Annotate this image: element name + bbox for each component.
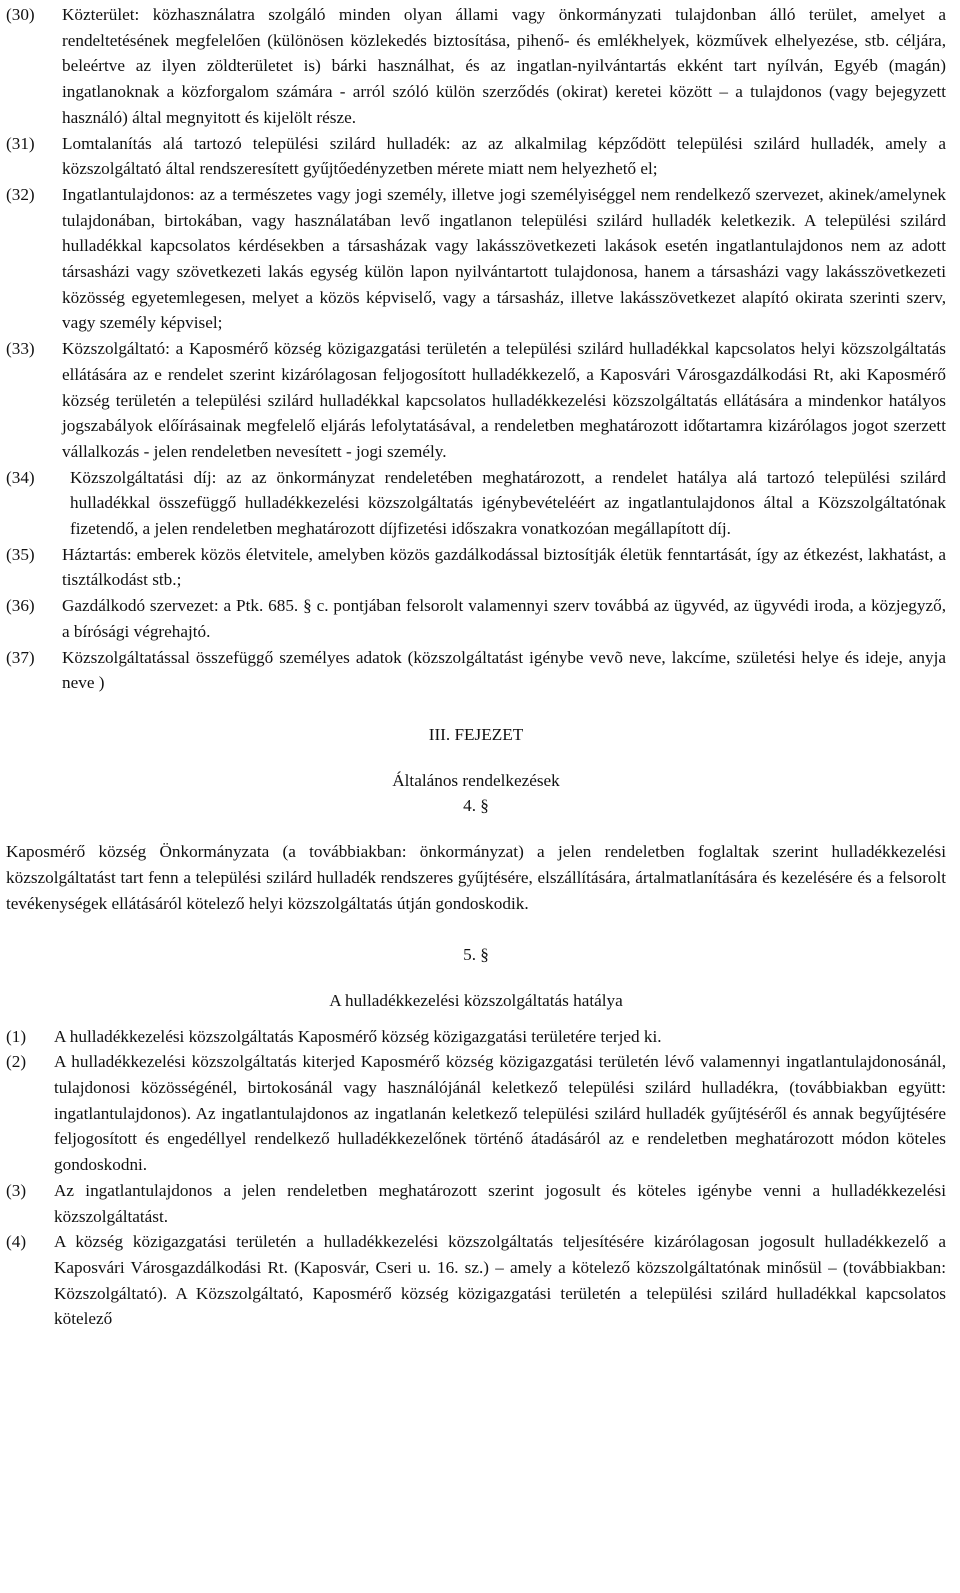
definition-number: (33): [6, 339, 35, 359]
item-number: (1): [6, 1026, 27, 1046]
definition-text: Gazdálkodó szervezet: a Ptk. 685. § c. pontjában felsorolt valamennyi szerv továbbá az ügyvéd, az ügyvédi iroda, a közjegyző, a bírósági végrehajtó.: [62, 596, 946, 641]
section-5-number: 5. §: [463, 945, 489, 965]
definition-33: [6, 336, 946, 465]
definitions-list: [6, 2, 946, 696]
item-text: A község közigazgatási területén a hulladékkezelési közszolgáltatás teljesítésére kizárólagosan jogosult hulladékkezelő a Kaposvári Városgazdálkodási Rt. (Kaposvár, Cseri u. 16. sz.) – amely a kötelező közszolgáltatónak minősül – (továbbiakban: Közszolgáltató). A Közszolgáltató, Kaposmérő község közigazgatási területén a települési szilárd hulladékkal kapcsolatos kötelező: [54, 1232, 946, 1329]
definition-number: (35): [6, 544, 35, 564]
definition-number: (31): [6, 133, 35, 153]
definition-number: (36): [6, 596, 35, 616]
definition-text: Lomtalanítás alá tartozó települési szilárd hulladék: az az alkalmilag képződött települési szilárd hulladék, amely a közszolgáltató által rendszeresített gyűjtőedényzetben mérete miatt nem helyezhető el;: [62, 133, 946, 179]
definition-number: (37): [6, 647, 35, 667]
definition-number: (34): [6, 467, 35, 487]
section-5-item-3: [6, 1178, 946, 1229]
item-text: Az ingatlantulajdonos a jelen rendeletben meghatározott szerint jogosult és köteles igénybe venni a hulladékkezelési közszolgáltatást.: [54, 1180, 946, 1226]
definition-31: [6, 131, 946, 182]
section-4-number: 4. §: [463, 796, 489, 816]
definition-34: [6, 465, 946, 542]
definition-30: [6, 2, 946, 131]
section-5-item-1: [6, 1024, 946, 1050]
section-5-item-4: [6, 1229, 946, 1332]
definition-37: [6, 645, 946, 696]
definition-text: Közszolgáltató: a Kaposmérő község közigazgatási területén a települési szilárd hulladékkal kapcsolatos helyi közszolgáltatás ellátására az e rendelet szerint kizárólagosan feljogosított hulladékkezelő, a Kaposvári Városgazdálkodási Rt, aki Kaposmérő község területén a települési szilárd hulladékkal kapcsolatos hulladékkezelési közszolgáltatás ellátására a mindenkor hatályos jogszabályok előírásainak megfelelő eljárás lefolytatásával, a rendeletben meghatározott időtartamra kizárólagos jogot szerzett vállalkozás - jelen rendeletben nevesített - jogi személy.: [62, 339, 946, 461]
chapter-title: III. FEJEZET: [428, 724, 524, 744]
item-text: A hulladékkezelési közszolgáltatás Kaposmérő község közigazgatási területére terjed ki.: [54, 1026, 662, 1046]
definition-35: [6, 542, 946, 593]
item-number: (2): [6, 1052, 27, 1072]
definition-text: Ingatlantulajdonos: az a természetes vagy jogi személy, illetve jogi személyiséggel nem rendelkező szervezet, akinek/amelynek tulajdonában, birtokában, vagy használatában levő ingatlanon települési szilárd hulladék keletkezik. A települési szilárd hulladékkal kapcsolatos kérdésekben a társasházak vagy lakásszövetkezeti lakások esetén ingatlantulajdonos nem az adott társasházi vagy szövetkezeti lakás egység külön lapon nyilvántartott tulajdonosa, hanem a társasházi vagy lakásszövetkezeti közösség egyetemlegesen, melyet a közös képviselő, vagy a társasház, illetve lakásszövetkezet alapító okirata szerinti szerv, vagy személy képvisel;: [62, 184, 946, 333]
definition-number: (30): [6, 5, 35, 24]
definition-number: (32): [6, 184, 35, 204]
item-text: A hulladékkezelési közszolgáltatás kiterjed Kaposmérő község közigazgatási területén lévő valamennyi ingatlantulajdonosánál, tulajdonosi közösségénél, birtokosánál vagy használójánál keletkező települési szilárd hulladékra, (továbbiakban együtt: ingatlantulajdonos). Az ingatlantulajdonos az ingatlanán keletkező települési szilárd hulladék gyűjtéséről és annak begyűjtésére feljogosított és engedéllyel rendelkező hulladékkezelőnek történő átadásáról az e rendeletben meghatározott módon köteles gondoskodni.: [54, 1052, 946, 1175]
definition-text: Háztartás: emberek közös életvitele, amelyben közös gazdálkodással biztosítják életük fenntartását, így az étkezést, lakhatást, a tisztálkodást stb.;: [62, 544, 946, 590]
definition-text: Közszolgáltatási díj: az az önkormányzat rendeletében meghatározott, a rendelet hatálya alá tartozó települési szilárd hulladékkal összefüggő hulladékkezelési közszolgáltatás igénybevételéért az ingatlantulajdonos által a Közszolgáltatónak fizetendő, a jelen rendeletben meghatározott díjfizetési időszakra vonatkozóan megállapított díj.: [70, 467, 946, 539]
definition-36: [6, 593, 946, 644]
section-5-title: A hulladékkezelési közszolgáltatás hatálya: [329, 990, 623, 1010]
definition-text: Közterület: közhasználatra szolgáló minden olyan állami vagy önkormányzati tulajdonban álló terület, amelyet a rendeltetésének megfelelően (különösen közlekedés biztosítása, pihenő- és emlékhelyek, közművek elhelyezése, stb. céljára, beleértve az ilyen zöldterületet is) bárki használhat, és az ingatlan-nyilvántartás ekként tart nyílván, Egyéb (magán) ingatlanoknak a közforgalom számára - arról szóló külön szerződés (okirat) keretei között – a tulajdonos (vagy bejegyzett használó) által megnyitott és kijelölt része.: [62, 5, 946, 127]
chapter-subtitle: Általános rendelkezések: [392, 770, 560, 790]
definition-text: Közszolgáltatással összefüggő személyes adatok (közszolgáltatást igénybe vevõ neve, lakcíme, születési helye és ideje, anyja neve ): [62, 647, 946, 693]
section-5-item-2: [6, 1049, 946, 1178]
section-5-items: [6, 1024, 946, 1332]
definition-32: [6, 182, 946, 336]
item-number: (3): [6, 1180, 27, 1200]
item-number: (4): [6, 1232, 27, 1252]
section-4-text: Kaposmérő község Önkormányzata (a továbbiakban: önkormányzat) a jelen rendeletben foglaltak szerint hulladékkezelési közszolgáltatást tart fenn a települési szilárd hulladék rendszeres gyűjtésére, elszállítására, ártalmatlanítására és kezelésére és a felsorolt tevékenységek ellátásáról kötelező helyi közszolgáltatás útján gondoskodik.: [6, 842, 946, 913]
